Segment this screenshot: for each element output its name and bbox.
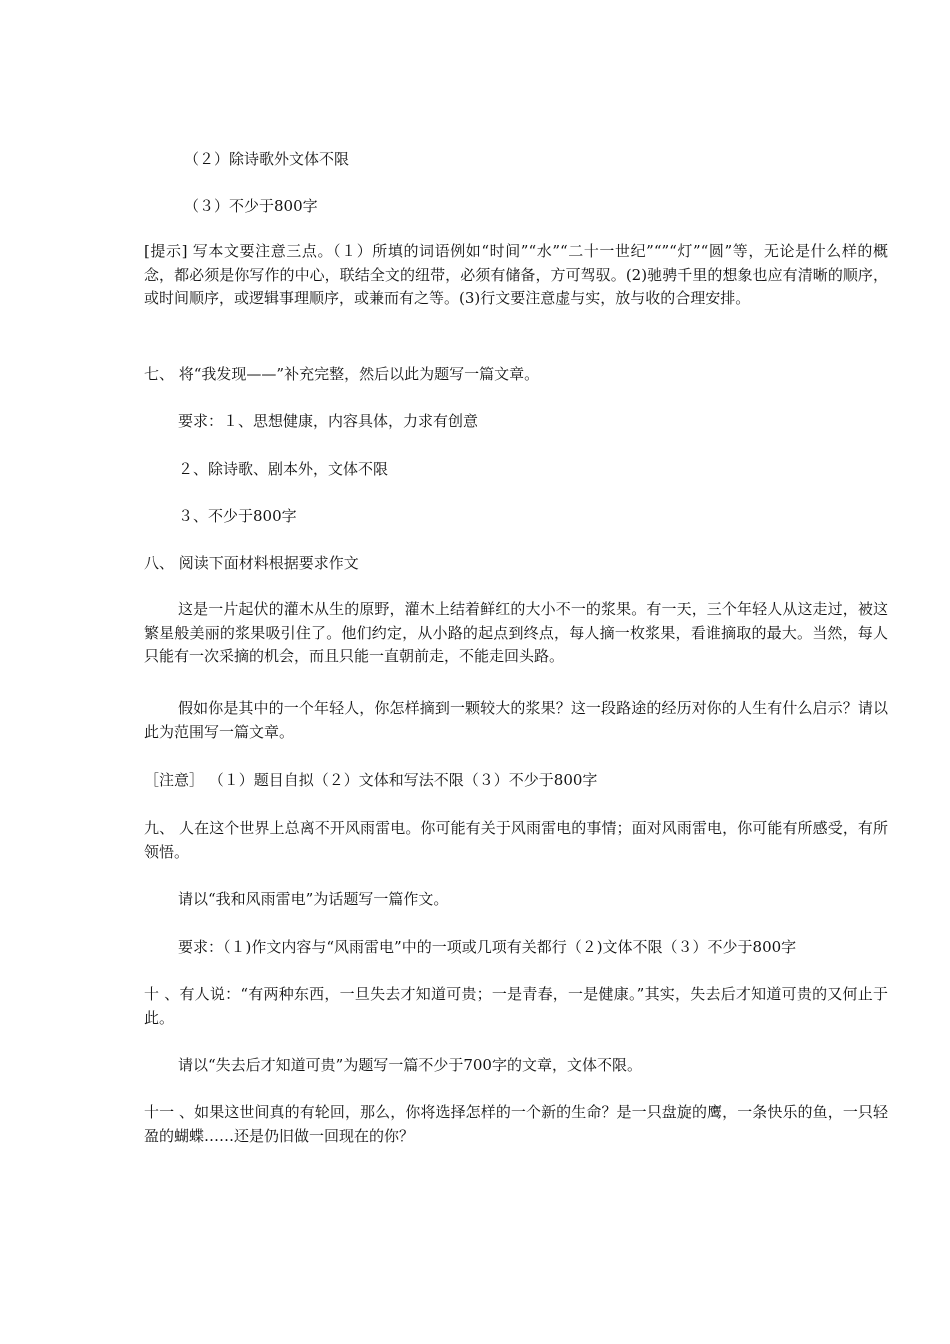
- hint-paragraph: [提示] 写本文要注意三点。（１）所填的词语例如“时间”“水”“二十一世纪”“”“灯”“圆”等，无论是什么样的概念，都必须是你写作的中心，联结全文的纽带，必须有储备，方可驾驭。(2)驰骋千里的想象也应有清晰的顺序，或时间顺序，或逻辑事理顺序，或兼而有之等。(3)行文要注意虚与实，放与收的合理安排。: [144, 242, 888, 307]
- question-9-prompt: 请以“我和风雨雷电”为话题写一篇作文。: [178, 890, 449, 908]
- question-8-note: ［注意］ （１）题目自拟（２）文体和写法不限（３）不少于800字: [144, 771, 598, 789]
- question-8-material: 这是一片起伏的灌木从生的原野，灌木上结着鲜红的大小不一的浆果。有一天，三个年轻人从这走过，被这繁星般美丽的浆果吸引住了。他们约定，从小路的起点到终点，每人摘一枚浆果，看谁摘取的最大。当然，每人只能有一次采摘的机会，而且只能一直朝前走，不能走回头路。: [144, 600, 888, 665]
- question-10-heading: 十 、有人说：“有两种东西，一旦失去才知道可贵；一是青春，一是健康。”其实，失去后才知道可贵的又何止于此。: [144, 985, 888, 1027]
- requirement-3: （３）不少于800字: [184, 197, 318, 215]
- question-7-requirement-2: ２、除诗歌、剧本外，文体不限: [178, 460, 389, 478]
- question-7-requirement-3: ３、不少于800字: [178, 507, 297, 525]
- question-7-requirement-1: 要求：１、思想健康，内容具体，力求有创意: [178, 412, 479, 430]
- question-11-heading: 十一 、如果这世间真的有轮回，那么，你将选择怎样的一个新的生命？是一只盘旋的鹰，一条快乐的鱼，一只轻盈的蝴蝶……还是仍旧做一回现在的你？: [144, 1103, 888, 1145]
- question-8-prompt: 假如你是其中的一个年轻人，你怎样摘到一颗较大的浆果？这一段路途的经历对你的人生有什么启示？请以此为范围写一篇文章。: [144, 699, 888, 741]
- requirement-2: （２）除诗歌外文体不限: [184, 150, 350, 168]
- question-9-requirement: 要求：（１)作文内容与“风雨雷电”中的一项或几项有关都行（２)文体不限（３）不少于800字: [178, 938, 797, 956]
- question-8-heading: 八、 阅读下面材料根据要求作文: [144, 554, 359, 572]
- question-9-heading: 九、 人在这个世界上总离不开风雨雷电。你可能有关于风雨雷电的事情；面对风雨雷电，你可能有所感受，有所领悟。: [144, 819, 888, 861]
- question-10-prompt: 请以“失去后才知道可贵”为题写一篇不少于700字的文章，文体不限。: [178, 1056, 642, 1074]
- question-7-heading: 七、 将“我发现——”补充完整，然后以此为题写一篇文章。: [144, 365, 540, 383]
